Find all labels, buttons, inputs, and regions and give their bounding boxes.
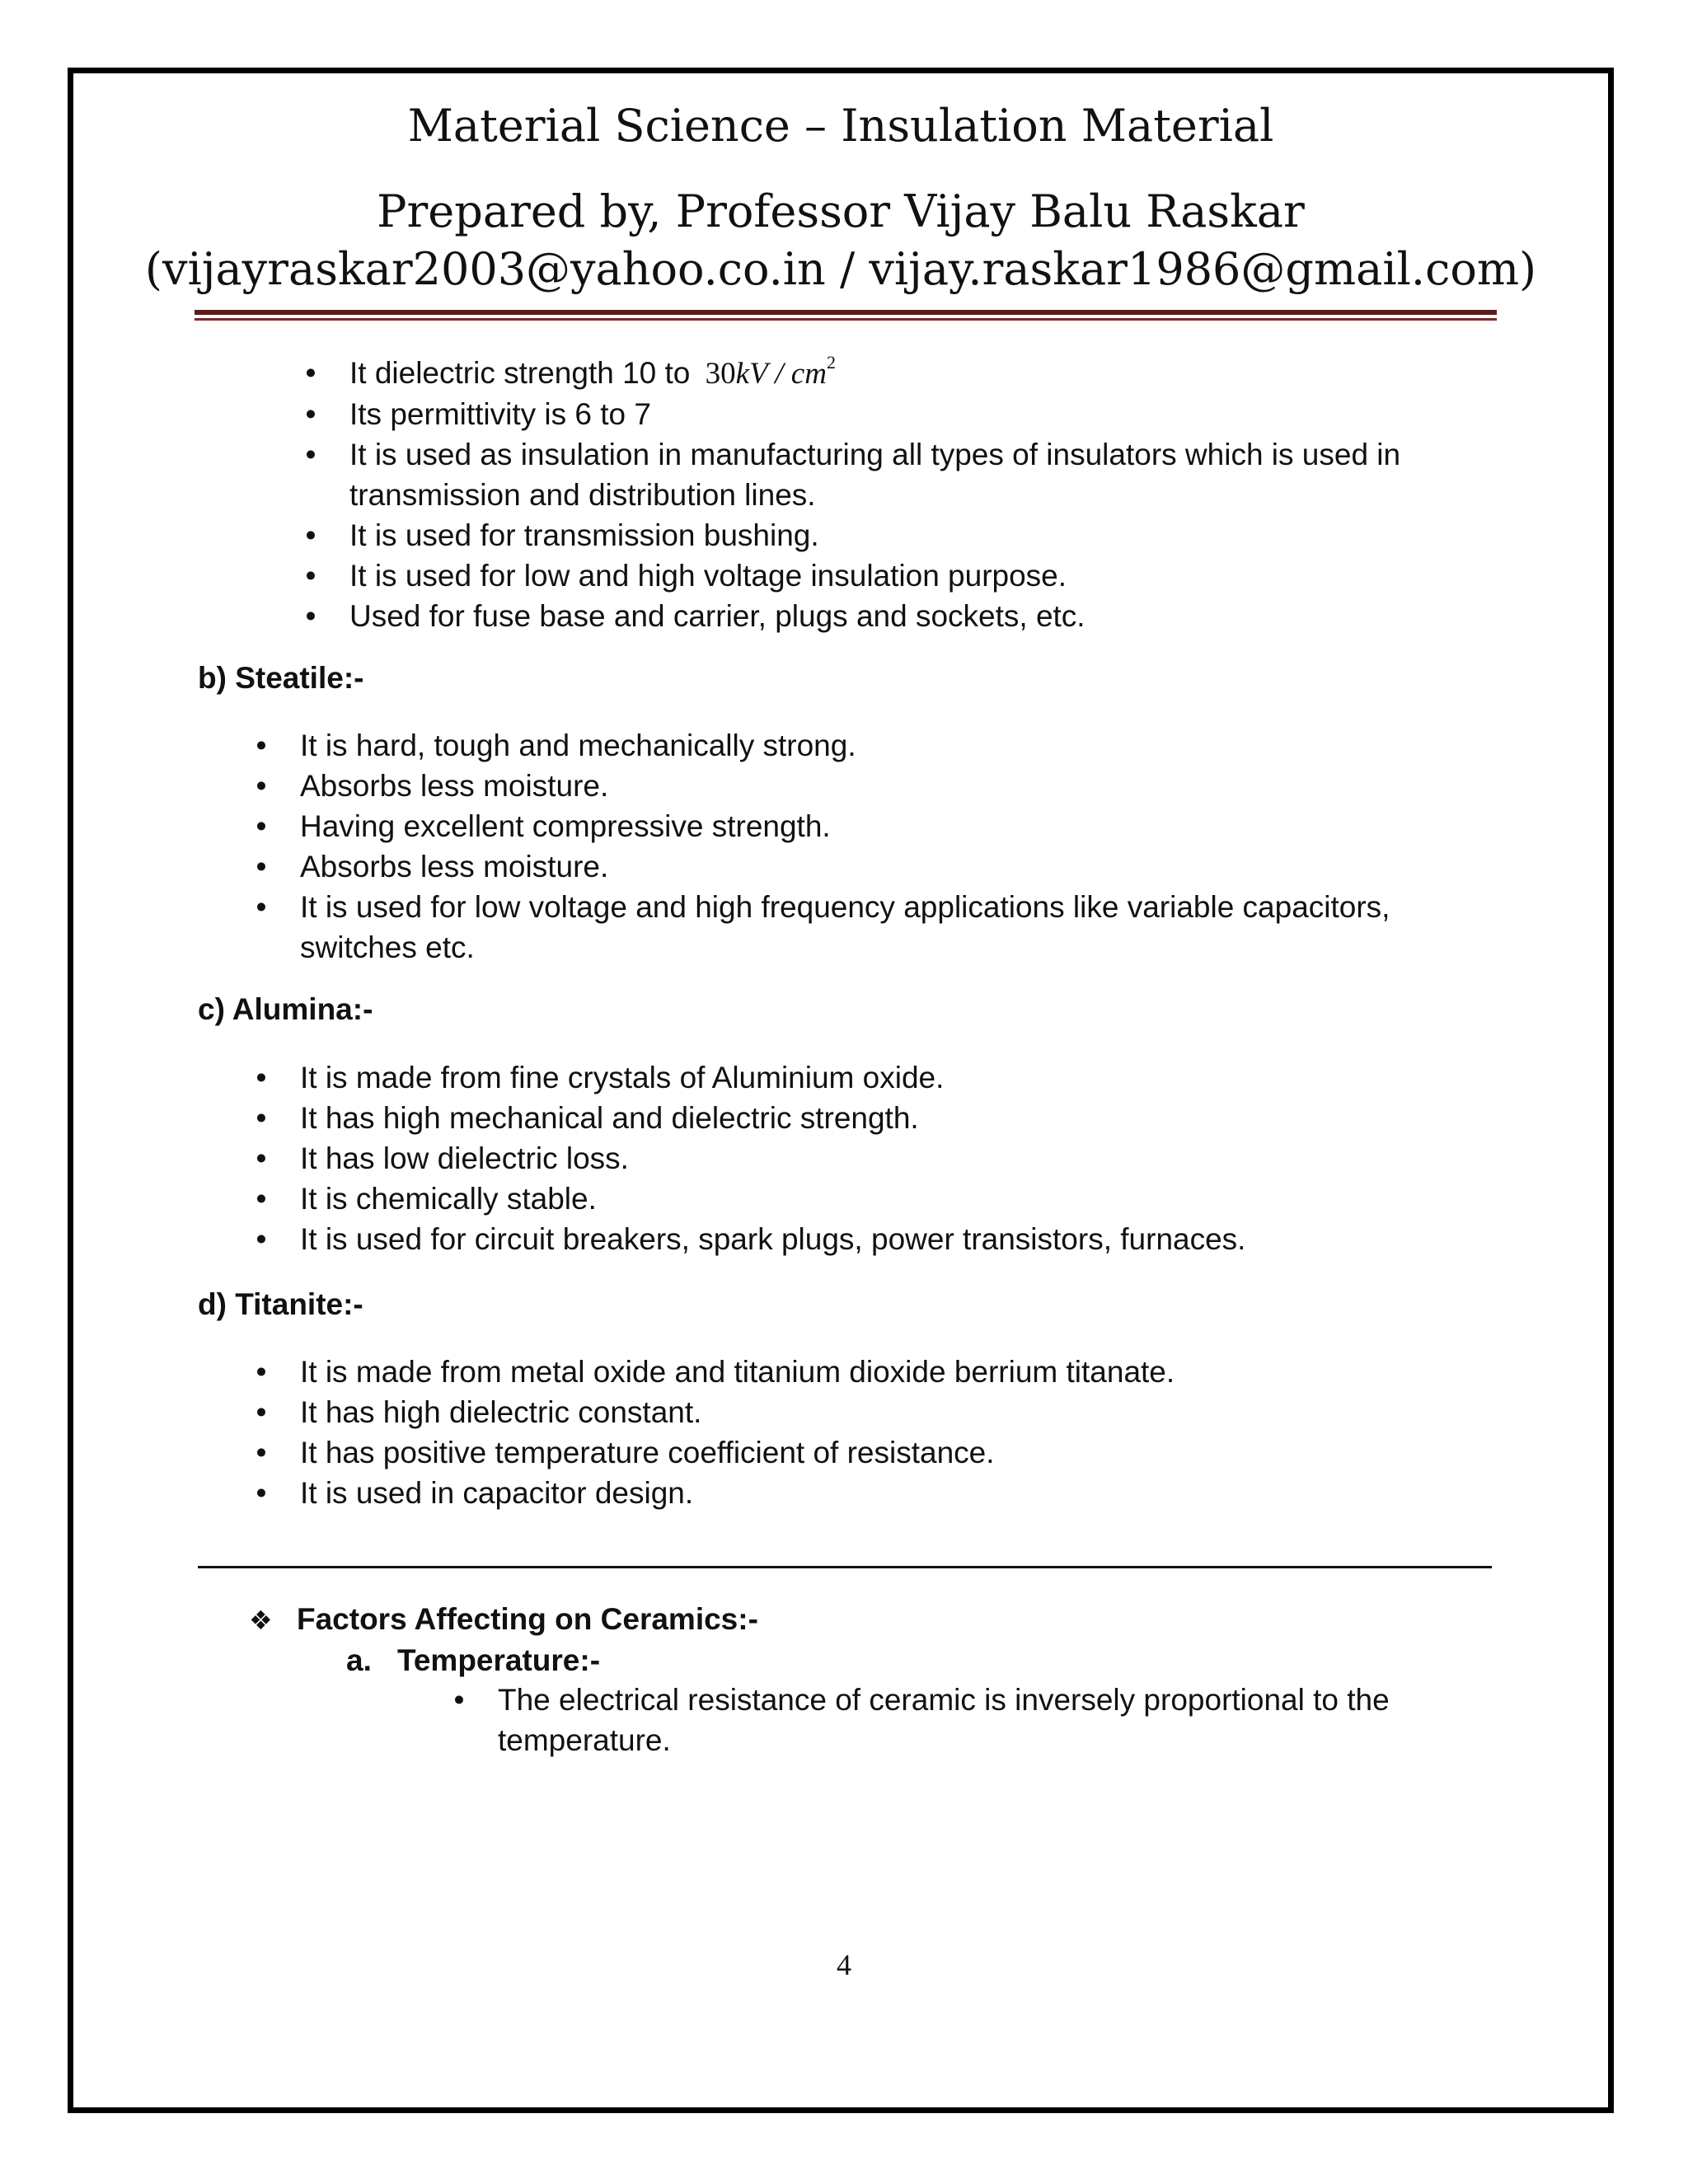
list-item-text: It has high dielectric constant. xyxy=(300,1395,702,1429)
list-item-text: It is made from metal oxide and titanium dioxide berrium titanate. xyxy=(300,1355,1175,1389)
list-item-text: Absorbs less moisture. xyxy=(300,769,609,803)
list-item xyxy=(249,1432,1502,1473)
list-item-text: It is used as insulation in manufacturing all types of insulators which is used in transmission and distribution lines. xyxy=(349,438,1401,512)
list-item xyxy=(298,434,1502,515)
subheading-marker: a. xyxy=(346,1643,372,1677)
list-item xyxy=(447,1680,1502,1760)
header-rule-thick xyxy=(195,310,1497,315)
author-line: Prepared by, Professor Vijay Balu Raskar xyxy=(377,185,1305,237)
header-rule-thin xyxy=(195,318,1497,321)
section-heading-titanite: d) Titanite:- xyxy=(198,1287,363,1321)
list-item-text: It is made from fine crystals of Aluminium oxide. xyxy=(300,1061,945,1094)
bullet-icon: • xyxy=(256,1141,267,1175)
bullet-icon: • xyxy=(256,1101,267,1135)
list-item xyxy=(249,1473,1502,1513)
list-item-text: It has low dielectric loss. xyxy=(300,1141,629,1175)
bullet-icon: • xyxy=(256,1476,267,1510)
list-item-text: It is used for transmission bushing. xyxy=(349,518,819,552)
list-item-text: It is chemically stable. xyxy=(300,1182,597,1216)
list-item-text: It is used in capacitor design. xyxy=(300,1476,694,1510)
bullet-icon: • xyxy=(256,809,267,843)
list-item xyxy=(249,887,1502,968)
list-item-text: It has high mechanical and dielectric strength. xyxy=(300,1101,919,1135)
bullet-icon: • xyxy=(305,438,316,471)
bullet-icon: • xyxy=(256,1355,267,1389)
bullet-icon: • xyxy=(305,599,316,633)
alumina-list xyxy=(249,1057,1502,1259)
list-item xyxy=(298,394,1502,434)
bullet-icon: • xyxy=(256,1182,267,1216)
subheading-temperature xyxy=(346,1640,600,1680)
bullet-icon: • xyxy=(305,397,316,431)
formula-exponent: 2 xyxy=(826,352,836,373)
list-item-text: The electrical resistance of ceramic is inversely proportional to the temperature. xyxy=(498,1683,1390,1757)
list-item-text: It dielectric strength 10 to xyxy=(349,356,691,390)
list-item xyxy=(298,353,1502,394)
bullet-icon: • xyxy=(305,559,316,593)
formula-unit: kV / cm xyxy=(735,357,827,391)
page-title: Material Science – Insulation Material xyxy=(407,100,1274,152)
diamond-bullet-icon: ❖ xyxy=(249,1605,273,1636)
bullet-icon: • xyxy=(256,769,267,803)
list-item xyxy=(298,596,1502,636)
list-item xyxy=(298,555,1502,596)
formula-number: 30 xyxy=(705,357,736,391)
section-divider xyxy=(198,1566,1492,1568)
list-item xyxy=(249,1138,1502,1179)
list-item-text: Its permittivity is 6 to 7 xyxy=(349,397,651,431)
contact-line: (vijayraskar2003@yahoo.co.in / vijay.raskar1986@gmail.com) xyxy=(144,243,1537,295)
list-item xyxy=(249,1098,1502,1138)
list-item xyxy=(249,1352,1502,1392)
bullet-icon: • xyxy=(256,729,267,762)
temperature-list xyxy=(447,1680,1502,1760)
bullet-icon: • xyxy=(256,1436,267,1469)
bullet-icon: • xyxy=(256,1222,267,1256)
page-number: 4 xyxy=(837,1948,851,1981)
titanite-list xyxy=(249,1352,1502,1513)
bullet-icon: • xyxy=(256,890,267,924)
steatile-list xyxy=(249,725,1502,968)
list-item xyxy=(249,806,1502,846)
section-heading-steatile: b) Steatile:- xyxy=(198,661,364,695)
list-item-text: It has positive temperature coefficient of resistance. xyxy=(300,1436,995,1469)
list-item xyxy=(249,1057,1502,1098)
list-item xyxy=(249,1179,1502,1219)
porcelain-list xyxy=(298,353,1502,636)
list-item xyxy=(249,1219,1502,1259)
list-item-text: Absorbs less moisture. xyxy=(300,850,609,883)
bullet-icon: • xyxy=(453,1683,465,1717)
bullet-icon: • xyxy=(256,1395,267,1429)
dielectric-formula xyxy=(705,352,836,391)
list-item xyxy=(249,1392,1502,1432)
list-item xyxy=(249,766,1502,806)
factors-heading-text: Factors Affecting on Ceramics:- xyxy=(297,1602,758,1636)
factors-heading xyxy=(249,1599,758,1641)
list-item-text: It is used for low and high voltage insulation purpose. xyxy=(349,559,1067,593)
section-heading-alumina: c) Alumina:- xyxy=(198,992,373,1026)
list-item-text: It is used for low voltage and high frequency applications like variable capacitors, switches etc. xyxy=(300,890,1390,964)
list-item-text: Having excellent compressive strength. xyxy=(300,809,831,843)
list-item xyxy=(249,725,1502,766)
list-item-text: Used for fuse base and carrier, plugs and sockets, etc. xyxy=(349,599,1085,633)
bullet-icon: • xyxy=(305,518,316,552)
list-item-text: It is hard, tough and mechanically strong. xyxy=(300,729,856,762)
list-item xyxy=(249,846,1502,887)
subheading-text: Temperature:- xyxy=(397,1643,601,1677)
list-item xyxy=(298,515,1502,555)
bullet-icon: • xyxy=(256,850,267,883)
bullet-icon: • xyxy=(256,1061,267,1094)
bullet-icon: • xyxy=(305,356,316,390)
list-item-text: It is used for circuit breakers, spark plugs, power transistors, furnaces. xyxy=(300,1222,1246,1256)
